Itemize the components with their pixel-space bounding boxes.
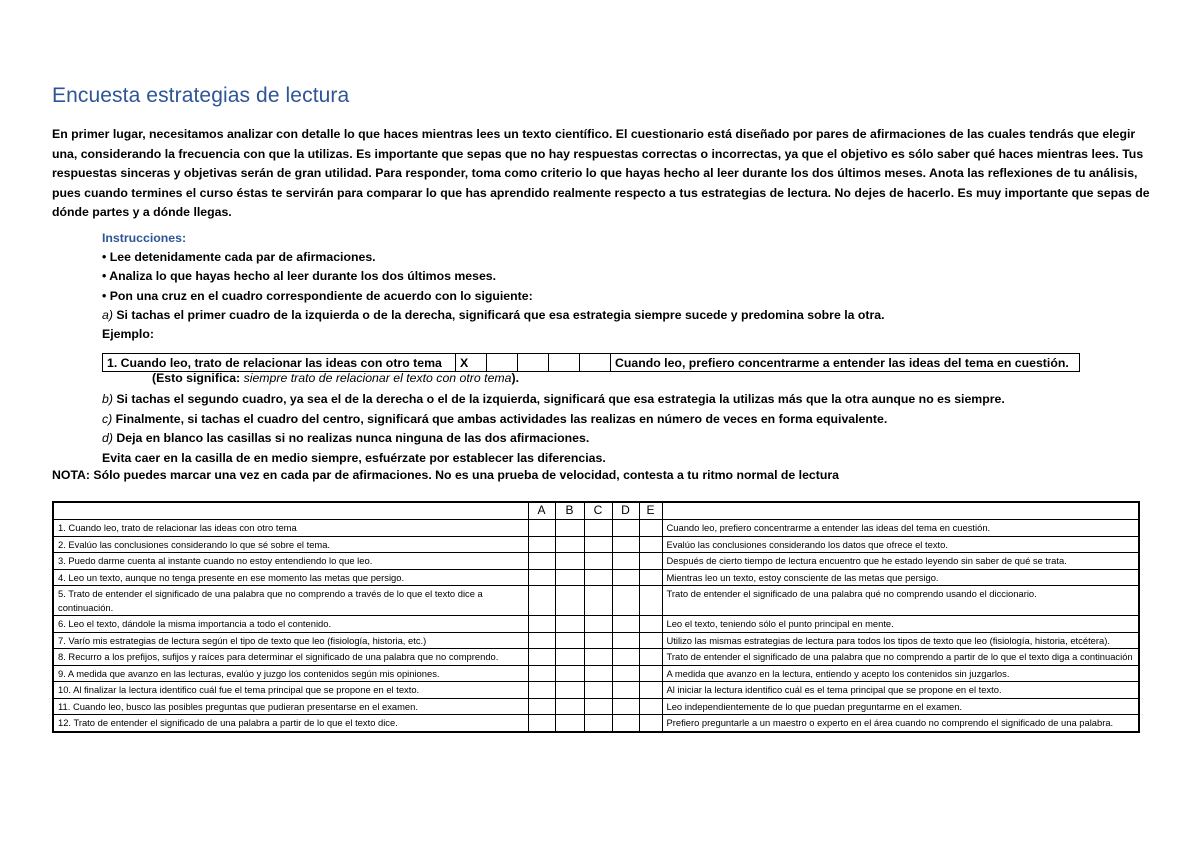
answer-box-e[interactable]	[639, 569, 662, 586]
column-header-b: B	[555, 502, 584, 520]
answer-box-d[interactable]	[612, 715, 639, 732]
answer-box-d[interactable]	[612, 632, 639, 649]
answer-box-c[interactable]	[584, 569, 612, 586]
answer-box-b[interactable]	[555, 536, 584, 553]
instruction-c-text: Finalmente, si tachas el cuadro del centro, significará que ambas actividades las realizas en número de veces en forma equivalente.	[112, 411, 888, 426]
answer-box-c[interactable]	[584, 682, 612, 699]
answer-box-a[interactable]	[528, 553, 555, 570]
example-box-a[interactable]: X	[456, 354, 487, 372]
answer-box-e[interactable]	[639, 649, 662, 666]
answer-box-d[interactable]	[612, 665, 639, 682]
survey-left-statement: 9. A medida que avanzo en las lecturas, evalúo y juzgo los contenidos según mis opiniones.	[53, 665, 528, 682]
answer-box-b[interactable]	[555, 698, 584, 715]
answer-box-a[interactable]	[528, 520, 555, 537]
column-header-e: E	[639, 502, 662, 520]
answer-box-a[interactable]	[528, 682, 555, 699]
answer-box-d[interactable]	[612, 649, 639, 666]
survey-left-statement: 12. Trato de entender el significado de una palabra a partir de lo que el texto dice.	[53, 715, 528, 732]
example-table	[102, 353, 1080, 372]
survey-right-statement: Evalúo las conclusiones considerando los datos que ofrece el texto.	[662, 536, 1139, 553]
instruction-b-text: Si tachas el segundo cuadro, ya sea el de la derecha o el de la izquierda, significará que esa estrategia la utilizas más que la otra aunque no es siempre.	[112, 392, 1005, 406]
survey-right-statement: Leo independientemente de lo que puedan preguntarme en el examen.	[662, 698, 1139, 715]
answer-box-b[interactable]	[555, 665, 584, 682]
survey-left-statement: 6. Leo el texto, dándole la misma importancia a todo el contenido.	[53, 616, 528, 633]
answer-box-e[interactable]	[639, 682, 662, 699]
survey-row	[53, 698, 1139, 715]
survey-left-statement: 1. Cuando leo, trato de relacionar las ideas con otro tema	[53, 520, 528, 537]
answer-box-c[interactable]	[584, 715, 612, 732]
answer-box-e[interactable]	[639, 586, 662, 616]
answer-box-c[interactable]	[584, 665, 612, 682]
answer-box-c[interactable]	[584, 616, 612, 633]
survey-right-statement: Utilizo las mismas estrategias de lectura para todos los tipos de texto que leo (fisiología, historia, etcétera).	[662, 632, 1139, 649]
survey-left-statement: 7. Varío mis estrategias de lectura según el tipo de texto que leo (fisiología, historia, etc.)	[53, 632, 528, 649]
instruction-c-letter: c)	[102, 411, 113, 426]
answer-box-c[interactable]	[584, 553, 612, 570]
survey-right-statement: Leo el texto, teniendo sólo el punto principal en mente.	[662, 616, 1139, 633]
answer-box-d[interactable]	[612, 698, 639, 715]
instruction-a-letter: a)	[102, 307, 113, 322]
example-note	[152, 371, 519, 385]
answer-box-e[interactable]	[639, 698, 662, 715]
survey-row	[53, 715, 1139, 732]
answer-box-b[interactable]	[555, 682, 584, 699]
answer-box-a[interactable]	[528, 665, 555, 682]
answer-box-a[interactable]	[528, 536, 555, 553]
survey-header-right	[662, 502, 1139, 520]
survey-row	[53, 569, 1139, 586]
answer-box-a[interactable]	[528, 698, 555, 715]
survey-table	[52, 501, 1140, 733]
answer-box-d[interactable]	[612, 682, 639, 699]
survey-right-statement: Cuando leo, prefiero concentrarme a entender las ideas del tema en cuestión.	[662, 520, 1139, 537]
survey-row	[53, 649, 1139, 666]
example-box-d[interactable]	[549, 354, 580, 372]
survey-row	[53, 682, 1139, 699]
page-title: Encuesta estrategias de lectura	[52, 84, 350, 107]
instruction-e: Evita caer en la casilla de en medio siempre, esfuérzate por establecer las diferencias.	[102, 450, 606, 465]
instructions-block	[102, 229, 1102, 344]
answer-box-b[interactable]	[555, 553, 584, 570]
answer-box-d[interactable]	[612, 520, 639, 537]
instructions-heading: Instrucciones:	[102, 231, 187, 245]
instruction-d-text: Deja en blanco las casillas si no realizas nunca ninguna de las dos afirmaciones.	[112, 431, 590, 446]
answer-box-e[interactable]	[639, 665, 662, 682]
answer-box-e[interactable]	[639, 616, 662, 633]
answer-box-c[interactable]	[584, 586, 612, 616]
answer-box-e[interactable]	[639, 536, 662, 553]
answer-box-c[interactable]	[584, 632, 612, 649]
survey-right-statement: Al iniciar la lectura identifico cuál es el tema principal que se propone en el texto.	[662, 682, 1139, 699]
answer-box-b[interactable]	[555, 715, 584, 732]
instruction-b-letter: b)	[102, 392, 113, 406]
survey-right-statement: Prefiero preguntarle a un maestro o experto en el área cuando no comprendo el significado de una palabra.	[662, 715, 1139, 732]
answer-box-c[interactable]	[584, 698, 612, 715]
survey-left-statement: 2. Evalúo las conclusiones considerando lo que sé sobre el tema.	[53, 536, 528, 553]
instructions-continued	[102, 390, 1152, 468]
example-note-close: ).	[511, 371, 520, 385]
survey-row	[53, 553, 1139, 570]
survey-row	[53, 665, 1139, 682]
survey-right-statement: Después de cierto tiempo de lectura encuentro que he estado leyendo sin saber de qué se trata.	[662, 553, 1139, 570]
answer-box-c[interactable]	[584, 649, 612, 666]
instruction-d	[102, 429, 1152, 449]
answer-box-a[interactable]	[528, 569, 555, 586]
instruction-bullet-1: • Lee detenidamente cada par de afirmaciones.	[102, 250, 376, 265]
answer-box-e[interactable]	[639, 632, 662, 649]
answer-box-a[interactable]	[528, 616, 555, 633]
answer-box-e[interactable]	[639, 553, 662, 570]
survey-left-statement: 4. Leo un texto, aunque no tenga presente en ese momento las metas que persigo.	[53, 569, 528, 586]
example-left-statement: 1. Cuando leo, trato de relacionar las ideas con otro tema	[103, 354, 456, 372]
instruction-a	[102, 306, 1102, 325]
survey-header-left	[53, 502, 528, 520]
answer-box-d[interactable]	[612, 553, 639, 570]
answer-box-d[interactable]	[612, 616, 639, 633]
survey-row	[53, 586, 1139, 616]
answer-box-b[interactable]	[555, 586, 584, 616]
survey-left-statement: 11. Cuando leo, busco las posibles preguntas que pudieran presentarse en el examen.	[53, 698, 528, 715]
example-label: Ejemplo:	[102, 327, 154, 342]
column-header-d: D	[612, 502, 639, 520]
survey-left-statement: 3. Puedo darme cuenta al instante cuando no estoy entendiendo lo que leo.	[53, 553, 528, 570]
column-header-c: C	[584, 502, 612, 520]
survey-left-statement: 5. Trato de entender el significado de una palabra que no comprendo a través de lo que el texto dice a continuación.	[53, 586, 528, 616]
example-box-b[interactable]	[487, 354, 518, 372]
instruction-a-text: Si tachas el primer cuadro de la izquierda o de la derecha, significará que esa estrategia siempre sucede y predomina sobre la otra.	[112, 307, 885, 322]
answer-box-b[interactable]	[555, 520, 584, 537]
answer-box-c[interactable]	[584, 520, 612, 537]
survey-right-statement: A medida que avanzo en la lectura, entiendo y acepto los contenidos sin juzgarlos.	[662, 665, 1139, 682]
instruction-b	[102, 390, 1152, 410]
survey-row	[53, 520, 1139, 537]
example-row	[103, 354, 1080, 372]
example-note-italic: siempre trato de relacionar el texto con otro tema	[243, 371, 512, 385]
answer-box-d[interactable]	[612, 586, 639, 616]
instruction-d-letter: d)	[102, 431, 113, 446]
answer-box-b[interactable]	[555, 569, 584, 586]
survey-right-statement: Trato de entender el significado de una palabra que no comprendo a partir de lo que el texto diga a continuación	[662, 649, 1139, 666]
survey-header-row	[53, 502, 1139, 520]
answer-box-a[interactable]	[528, 649, 555, 666]
answer-box-d[interactable]	[612, 536, 639, 553]
answer-box-d[interactable]	[612, 569, 639, 586]
survey-left-statement: 8. Recurro a los prefijos, sufijos y raíces para determinar el significado de una palabra que no comprendo.	[53, 649, 528, 666]
example-right-statement: Cuando leo, prefiero concentrarme a entender las ideas del tema en cuestión.	[611, 354, 1080, 372]
survey-row	[53, 632, 1139, 649]
answer-box-b[interactable]	[555, 616, 584, 633]
instruction-c	[102, 410, 1152, 430]
answer-box-c[interactable]	[584, 536, 612, 553]
example-note-open: (Esto significa:	[152, 371, 244, 385]
answer-box-b[interactable]	[555, 632, 584, 649]
instruction-bullet-3: • Pon una cruz en el cuadro correspondiente de acuerdo con lo siguiente:	[102, 288, 533, 303]
nota-text: NOTA: Sólo puedes marcar una vez en cada par de afirmaciones. No es una prueba de velocidad, contesta a tu ritmo normal de lectura	[52, 468, 839, 482]
intro-paragraph: En primer lugar, necesitamos analizar con detalle lo que haces mientras lees un texto científico. El cuestionario está diseñado por pares de afirmaciones de las cuales tendrás que elegir una, considerando la frecuencia con que la utilizas. Es importante que sepas que no hay respuestas correctas o incorrectas, ya que el objetivo es sólo saber qué haces mientras lees. Tus respuestas sinceras y objetivas serán de gran utilidad. Para responder, toma como criterio lo que hayas hecho al leer durante los dos últimos meses. Anota las reflexiones de tu análisis, pues cuando termines el curso éstas te servirán para comparar lo que has aprendido realmente respecto a tus estrategias de lectura. No dejes de hacerlo. Es muy importante que sepas de dónde partes y a dónde llegas.	[52, 127, 1150, 219]
column-header-a: A	[528, 502, 555, 520]
answer-box-a[interactable]	[528, 715, 555, 732]
answer-box-e[interactable]	[639, 715, 662, 732]
survey-right-statement: Mientras leo un texto, estoy consciente de las metas que persigo.	[662, 569, 1139, 586]
answer-box-a[interactable]	[528, 586, 555, 616]
survey-row	[53, 536, 1139, 553]
survey-body	[53, 502, 1139, 732]
answer-box-b[interactable]	[555, 649, 584, 666]
survey-left-statement: 10. Al finalizar la lectura identifico cuál fue el tema principal que se propone en el texto.	[53, 682, 528, 699]
instruction-bullet-2: • Analiza lo que hayas hecho al leer durante los dos últimos meses.	[102, 269, 497, 284]
survey-row	[53, 616, 1139, 633]
survey-right-statement: Trato de entender el significado de una palabra qué no comprendo usando el diccionario.	[662, 586, 1139, 616]
example-box-c[interactable]	[518, 354, 549, 372]
example-box-e[interactable]	[580, 354, 611, 372]
answer-box-a[interactable]	[528, 632, 555, 649]
answer-box-e[interactable]	[639, 520, 662, 537]
